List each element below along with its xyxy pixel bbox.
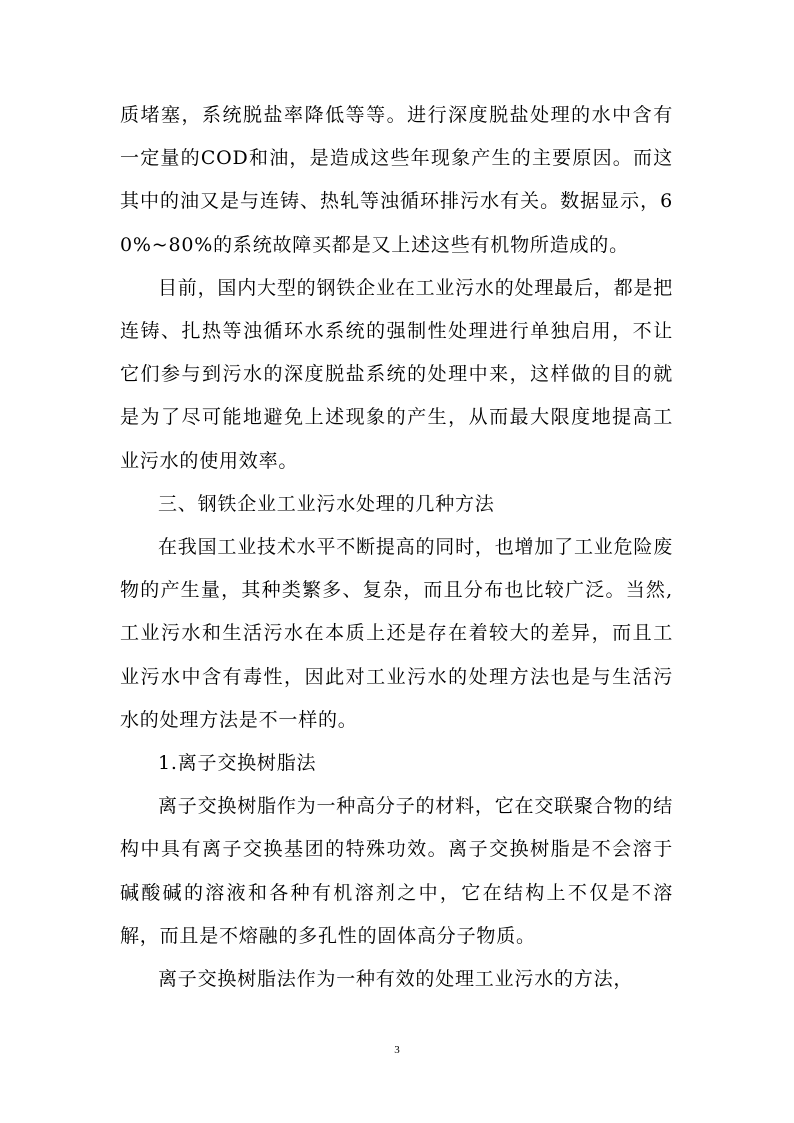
- paragraph: 目前，国内大型的钢铁企业在工业污水的处理最后，都是把连铸、扎热等浊循环水系统的强制性处理进行单独启用，不让它们参与到污水的深度脱盐系统的处理中来，这样做的目的就是为了尽可能地避免上述现象的产生，从而最大限度地提高工业污水的使用效率。: [120, 276, 673, 472]
- paragraph-continuation: 质堵塞，系统脱盐率降低等等。进行深度脱盐处理的水中含有一定量的COD和油，是造成这些年现象产生的主要原因。而这其中的油又是与连铸、热轧等浊循环排污水有关。数据显示，60%~80%的系统故障买都是又上述这些有机物所造成的。: [120, 104, 673, 256]
- paragraph: 在我国工业技术水平不断提高的同时，也增加了工业危险废物的产生量，其种类繁多、复杂，而且分布也比较广泛。当然,工业污水和生活污水在本质上还是存在着较大的差异，而且工业污水中含有毒性，因此对工业污水的处理方法也是与生活污水的处理方法是不一样的。: [120, 536, 673, 731]
- page-number: 3: [394, 1044, 400, 1056]
- subsection-heading: 1.离子交换树脂法: [158, 752, 317, 775]
- body-text: [120, 94, 673, 1001]
- paragraph: 离子交换树脂法作为一种有效的处理工业污水的方法，: [158, 968, 634, 991]
- paragraph: 离子交换树脂作为一种高分子的材料，它在交联聚合物的结构中具有离子交换基团的特殊功效。离子交换树脂是不会溶于碱酸碱的溶液和各种有机溶剂之中，它在结构上不仅是不溶解，而且是不熔融的多孔性的固体高分子物质。: [120, 795, 673, 947]
- section-heading: 三、钢铁企业工业污水处理的几种方法: [158, 492, 495, 515]
